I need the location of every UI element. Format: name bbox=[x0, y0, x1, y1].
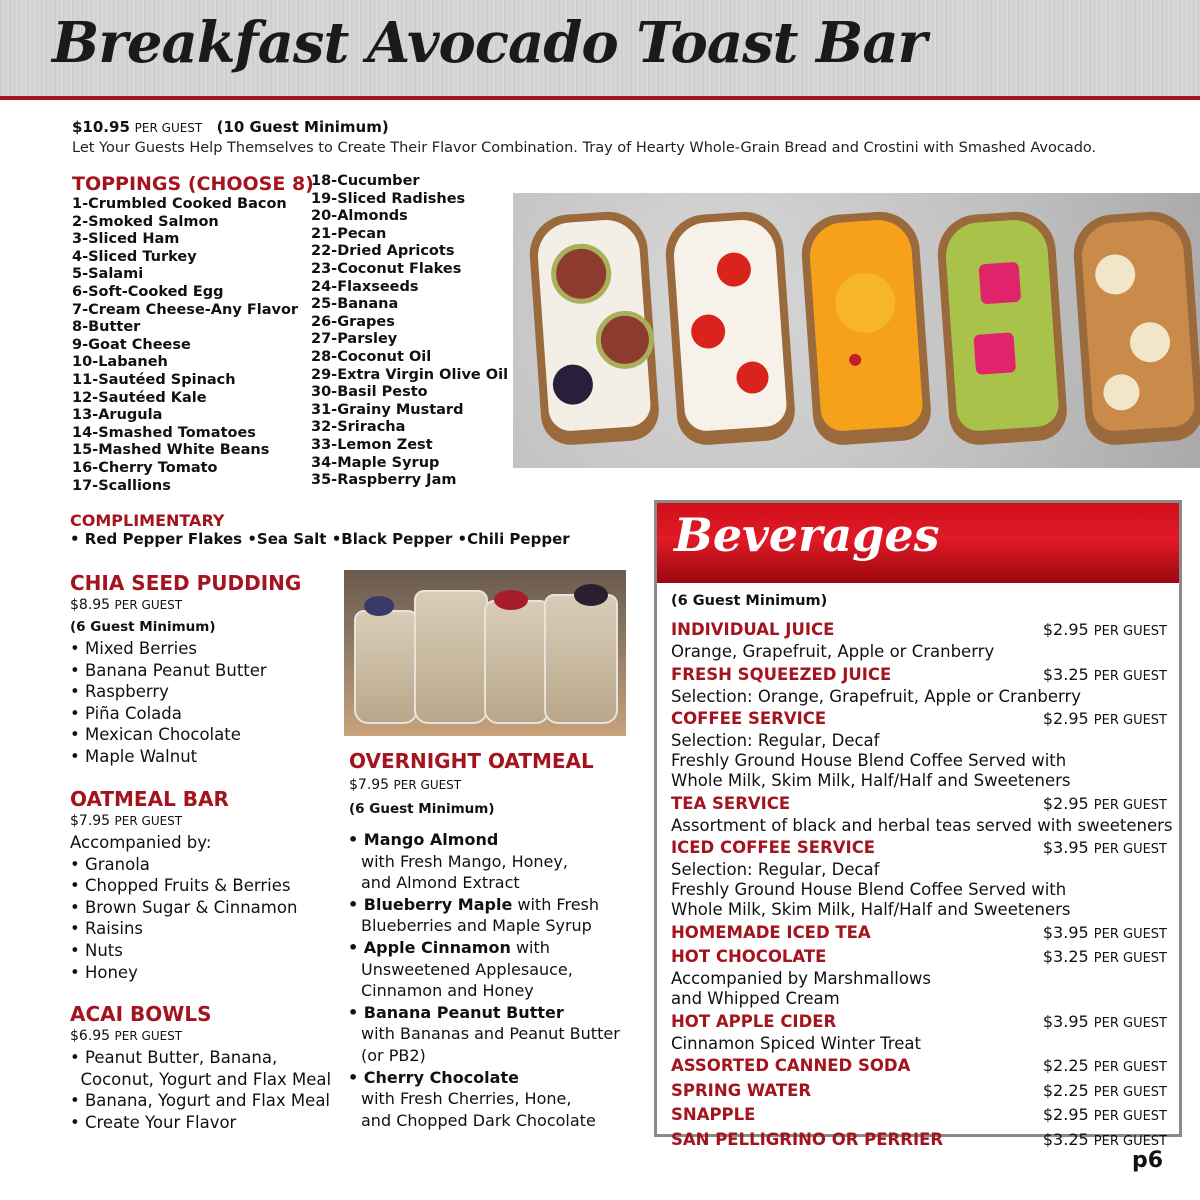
topping-item: 13-Arugula bbox=[72, 407, 163, 424]
beverage-name: TEA SERVICE bbox=[671, 793, 791, 813]
chia-item: • Mixed Berries bbox=[70, 639, 198, 658]
overnight-item-desc: Cinnamon and Honey bbox=[361, 981, 534, 1001]
toppings-list-2 bbox=[311, 173, 508, 490]
bullet: • bbox=[348, 1002, 364, 1022]
beverage-price-unit: PER GUEST bbox=[1093, 1133, 1167, 1149]
chia-minimum: (6 Guest Minimum) bbox=[70, 619, 216, 635]
beverage-desc: Accompanied by Marshmallows bbox=[671, 969, 932, 988]
overnight-item-desc: (or PB2) bbox=[361, 1045, 426, 1065]
topping-item: 25-Banana bbox=[311, 296, 399, 313]
topping-item: 30-Basil Pesto bbox=[311, 384, 428, 401]
beverage-desc: Freshly Ground House Blend Coffee Served with bbox=[671, 880, 1067, 899]
oatmeal-bar-item: • Granola bbox=[70, 854, 150, 874]
beverage-price-unit: PER GUEST bbox=[1093, 1084, 1167, 1100]
topping-item: 20-Almonds bbox=[311, 208, 408, 225]
beverage-price bbox=[1043, 1011, 1167, 1034]
topping-item: 24-Flaxseeds bbox=[311, 278, 419, 295]
beverage-price bbox=[1043, 664, 1167, 687]
beverage-name: SNAPPLE bbox=[671, 1105, 756, 1124]
beverage-desc: Whole Milk, Skim Milk, Half/Half and Sweeteners bbox=[671, 900, 1071, 919]
overnight-item-desc: and Almond Extract bbox=[361, 873, 520, 893]
topping-item: 6-Soft-Cooked Egg bbox=[72, 283, 224, 300]
beverage-name: HOT CHOCOLATE bbox=[671, 947, 827, 966]
beverage-desc: Selection: Regular, Decaf bbox=[671, 731, 880, 750]
chia-price-unit: PER GUEST bbox=[114, 598, 183, 612]
beverage-price-value: $2.95 bbox=[1042, 1105, 1089, 1124]
overnight-item bbox=[348, 894, 620, 937]
page-number: p6 bbox=[1132, 1148, 1164, 1173]
overnight-item-name: Banana Peanut Butter bbox=[363, 1002, 564, 1022]
beverage-name: INDIVIDUAL JUICE bbox=[671, 620, 835, 639]
topping-item: 19-Sliced Radishes bbox=[311, 190, 466, 207]
topping-item: 4-Sliced Turkey bbox=[72, 248, 197, 265]
beverage-name: HOMEMADE ICED TEA bbox=[671, 922, 871, 942]
topping-item: 27-Parsley bbox=[311, 331, 398, 348]
overnight-item-desc: and Chopped Dark Chocolate bbox=[361, 1110, 596, 1130]
overnight-item bbox=[348, 937, 620, 1002]
beverage-item bbox=[671, 922, 1167, 945]
beverage-price bbox=[1043, 837, 1167, 860]
beverage-price-unit: PER GUEST bbox=[1093, 668, 1167, 684]
price-unit: PER GUEST bbox=[134, 121, 203, 135]
overnight-minimum: (6 Guest Minimum) bbox=[349, 801, 495, 817]
beverage-price bbox=[1043, 708, 1167, 731]
beverage-desc: Whole Milk, Skim Milk, Half/Half and Sweeteners bbox=[671, 771, 1071, 790]
beverage-name: SPRING WATER bbox=[671, 1080, 812, 1100]
topping-item: 16-Cherry Tomato bbox=[72, 459, 218, 476]
guest-minimum: (10 Guest Minimum) bbox=[216, 118, 389, 136]
beverage-item bbox=[671, 1055, 1167, 1078]
beverage-price-value: $2.25 bbox=[1042, 1056, 1089, 1075]
complimentary-items: • Red Pepper Flakes •Sea Salt •Black Pepper •Chili Pepper bbox=[70, 530, 570, 548]
beverage-desc: Freshly Ground House Blend Coffee Served with bbox=[671, 751, 1067, 770]
beverage-price bbox=[1043, 619, 1167, 642]
beverage-price bbox=[1043, 793, 1167, 816]
beverage-price-value: $2.95 bbox=[1042, 709, 1089, 728]
acai-price bbox=[70, 1028, 182, 1044]
chia-price-value: $8.95 bbox=[70, 597, 111, 613]
acai-item: • Peanut Butter, Banana, bbox=[70, 1048, 278, 1067]
acai-item: • Create Your Flavor bbox=[70, 1112, 237, 1132]
chia-title: CHIA SEED PUDDING bbox=[70, 571, 302, 595]
toppings-list-1 bbox=[72, 196, 298, 495]
oatmeal-bar-price bbox=[70, 813, 182, 829]
price: $10.95 bbox=[72, 118, 130, 136]
overnight-oats-photo bbox=[344, 570, 626, 736]
overnight-item-desc: with Fresh Cherries, Hone, bbox=[361, 1089, 572, 1109]
oatmeal-bar-item: • Nuts bbox=[70, 940, 123, 960]
topping-item: 35-Raspberry Jam bbox=[311, 472, 457, 489]
acai-price-value: $6.95 bbox=[70, 1028, 111, 1044]
oatmeal-bar-item: • Brown Sugar & Cinnamon bbox=[70, 897, 298, 917]
beverage-desc: Assortment of black and herbal teas served with sweeteners bbox=[671, 815, 1173, 835]
chia-item: • Raspberry bbox=[70, 682, 169, 702]
beverage-item bbox=[671, 1104, 1167, 1127]
beverage-price bbox=[1043, 1104, 1167, 1127]
beverage-price-value: $2.25 bbox=[1042, 1080, 1089, 1100]
beverage-price-unit: PER GUEST bbox=[1093, 842, 1167, 857]
acai-item: Coconut, Yogurt and Flax Meal bbox=[70, 1069, 332, 1089]
overnight-title: OVERNIGHT OATMEAL bbox=[349, 749, 594, 773]
overnight-price-unit: PER GUEST bbox=[393, 778, 462, 792]
beverage-item bbox=[671, 793, 1173, 836]
beverage-item bbox=[671, 837, 1167, 920]
overnight-item-desc: Unsweetened Applesauce, bbox=[361, 959, 573, 979]
topping-item: 5-Salami bbox=[72, 266, 144, 283]
topping-item: 14-Smashed Tomatoes bbox=[72, 424, 256, 441]
topping-item: 29-Extra Virgin Olive Oil bbox=[311, 366, 509, 383]
acai-item: • Banana, Yogurt and Flax Meal bbox=[70, 1091, 331, 1111]
beverage-price bbox=[1043, 922, 1167, 945]
overnight-item-name: Cherry Chocolate bbox=[363, 1067, 519, 1087]
oatmeal-bar-item: • Honey bbox=[70, 962, 138, 982]
topping-item: 2-Smoked Salmon bbox=[72, 213, 219, 230]
beverage-item bbox=[671, 946, 1167, 1009]
topping-item: 3-Sliced Ham bbox=[72, 231, 180, 248]
beverage-desc: Cinnamon Spiced Winter Treat bbox=[671, 1033, 921, 1053]
topping-item: 22-Dried Apricots bbox=[311, 243, 455, 260]
topping-item: 33-Lemon Zest bbox=[311, 436, 433, 453]
beverage-item bbox=[671, 1129, 1167, 1152]
topping-item: 28-Coconut Oil bbox=[311, 348, 432, 365]
beverage-price-unit: PER GUEST bbox=[1093, 797, 1167, 813]
overnight-list bbox=[348, 829, 620, 1131]
topping-item: 1-Crumbled Cooked Bacon bbox=[72, 196, 287, 212]
overnight-item bbox=[348, 1002, 620, 1067]
beverage-price-value: $2.95 bbox=[1042, 793, 1089, 813]
beverage-name: HOT APPLE CIDER bbox=[671, 1011, 837, 1031]
topping-item: 26-Grapes bbox=[311, 313, 395, 330]
topping-item: 34-Maple Syrup bbox=[311, 454, 440, 471]
chia-price bbox=[70, 597, 182, 613]
oatmeal-bar-item: Accompanied by: bbox=[70, 833, 212, 852]
beverage-name: SAN PELLIGRINO OR PERRIER bbox=[671, 1129, 944, 1149]
topping-item: 17-Scallions bbox=[72, 477, 171, 494]
beverage-price-value: $3.25 bbox=[1042, 1129, 1089, 1149]
topping-item: 7-Cream Cheese-Any Flavor bbox=[72, 301, 299, 318]
overnight-item-rest: with bbox=[510, 937, 550, 957]
bullet: • bbox=[348, 1067, 364, 1087]
beverage-name: COFFEE SERVICE bbox=[671, 709, 827, 728]
beverage-item bbox=[671, 708, 1167, 791]
chia-item: • Mexican Chocolate bbox=[70, 725, 241, 745]
topping-item: 18-Cucumber bbox=[311, 173, 420, 189]
page-title: Breakfast Avocado Toast Bar bbox=[52, 10, 927, 76]
beverage-price-value: $3.95 bbox=[1042, 1011, 1089, 1031]
beverage-item bbox=[671, 1080, 1167, 1103]
oatmeal-bar-item: • Chopped Fruits & Berries bbox=[70, 876, 291, 896]
chia-item: • Piña Colada bbox=[70, 703, 182, 723]
beverage-price-value: $2.95 bbox=[1042, 620, 1089, 639]
beverage-price-unit: PER GUEST bbox=[1093, 624, 1167, 639]
overnight-item-desc: with Fresh Mango, Honey, bbox=[361, 851, 568, 871]
overnight-item-desc: Blueberries and Maple Syrup bbox=[361, 916, 592, 936]
beverage-price bbox=[1043, 1080, 1167, 1103]
beverage-item bbox=[671, 664, 1167, 707]
avocado-toast-photo bbox=[513, 193, 1200, 468]
beverage-price bbox=[1043, 946, 1167, 969]
chia-list bbox=[70, 638, 267, 768]
oatmeal-bar-price-value: $7.95 bbox=[70, 813, 111, 829]
acai-price-unit: PER GUEST bbox=[114, 1029, 183, 1043]
chia-item: • Maple Walnut bbox=[70, 746, 198, 766]
overnight-item-name: Mango Almond bbox=[363, 830, 499, 849]
topping-item: 12-Sautéed Kale bbox=[72, 389, 207, 406]
beverage-price-value: $3.25 bbox=[1042, 664, 1089, 684]
beverage-price-value: $3.95 bbox=[1042, 838, 1089, 857]
oatmeal-bar-title: OATMEAL BAR bbox=[70, 787, 229, 811]
overnight-item bbox=[348, 829, 620, 894]
beverages-minimum: (6 Guest Minimum) bbox=[671, 593, 828, 609]
beverages-list bbox=[671, 619, 1173, 1153]
bullet: • bbox=[348, 937, 364, 957]
beverage-price-unit: PER GUEST bbox=[1093, 1060, 1167, 1075]
overnight-item-rest: with Fresh bbox=[512, 894, 600, 914]
topping-item: 9-Goat Cheese bbox=[72, 336, 191, 353]
price-line bbox=[72, 118, 389, 136]
oatmeal-bar-list bbox=[70, 832, 297, 983]
overnight-item-name: Apple Cinnamon bbox=[363, 937, 511, 957]
bullet: • bbox=[348, 830, 364, 849]
topping-item: 21-Pecan bbox=[311, 225, 387, 242]
beverage-price-unit: PER GUEST bbox=[1093, 926, 1167, 942]
oatmeal-bar-price-unit: PER GUEST bbox=[114, 814, 183, 828]
beverage-desc: Selection: Regular, Decaf bbox=[671, 860, 880, 879]
beverage-price-value: $3.95 bbox=[1042, 922, 1089, 942]
toppings-title: TOPPINGS (CHOOSE 8) bbox=[72, 173, 314, 195]
topping-item: 10-Labaneh bbox=[72, 354, 168, 371]
beverages-title: Beverages bbox=[674, 508, 940, 562]
topping-item: 8-Butter bbox=[72, 319, 141, 336]
topping-item: 23-Coconut Flakes bbox=[311, 260, 462, 277]
beverage-name: ICED COFFEE SERVICE bbox=[671, 838, 876, 857]
overnight-item bbox=[348, 1067, 620, 1132]
topping-item: 15-Mashed White Beans bbox=[72, 442, 270, 459]
beverage-name: FRESH SQUEEZED JUICE bbox=[671, 664, 892, 684]
beverage-price-unit: PER GUEST bbox=[1093, 1109, 1167, 1124]
beverage-item bbox=[671, 619, 1167, 662]
overnight-price bbox=[349, 777, 461, 793]
beverage-price-value: $3.25 bbox=[1042, 947, 1089, 966]
bullet: • bbox=[348, 894, 364, 914]
topping-item: 32-Sriracha bbox=[311, 419, 406, 436]
chia-item: • Banana Peanut Butter bbox=[70, 660, 267, 680]
beverage-item bbox=[671, 1011, 1167, 1054]
beverage-desc: and Whipped Cream bbox=[671, 989, 840, 1008]
beverage-price-unit: PER GUEST bbox=[1093, 1015, 1167, 1031]
beverage-price-unit: PER GUEST bbox=[1093, 951, 1167, 966]
overnight-item-desc: with Bananas and Peanut Butter bbox=[361, 1024, 620, 1044]
topping-item: 31-Grainy Mustard bbox=[311, 401, 464, 418]
overnight-item-name: Blueberry Maple bbox=[363, 894, 513, 914]
beverage-price-unit: PER GUEST bbox=[1093, 713, 1167, 728]
beverage-price bbox=[1043, 1055, 1167, 1078]
acai-list bbox=[70, 1047, 331, 1133]
intro-description: Let Your Guests Help Themselves to Create Their Flavor Combination. Tray of Hearty Whole-Grain Bread and Crostini with Smashed Avocado. bbox=[72, 140, 1097, 156]
beverage-name: ASSORTED CANNED SODA bbox=[671, 1056, 911, 1075]
complimentary-title: COMPLIMENTARY bbox=[70, 511, 225, 530]
beverage-desc: Selection: Orange, Grapefruit, Apple or Cranberry bbox=[671, 686, 1082, 706]
oatmeal-bar-item: • Raisins bbox=[70, 919, 144, 939]
overnight-price-value: $7.95 bbox=[349, 777, 390, 793]
beverage-desc: Orange, Grapefruit, Apple or Cranberry bbox=[671, 642, 995, 661]
topping-item: 11-Sautéed Spinach bbox=[72, 371, 236, 388]
acai-title: ACAI BOWLS bbox=[70, 1002, 212, 1026]
